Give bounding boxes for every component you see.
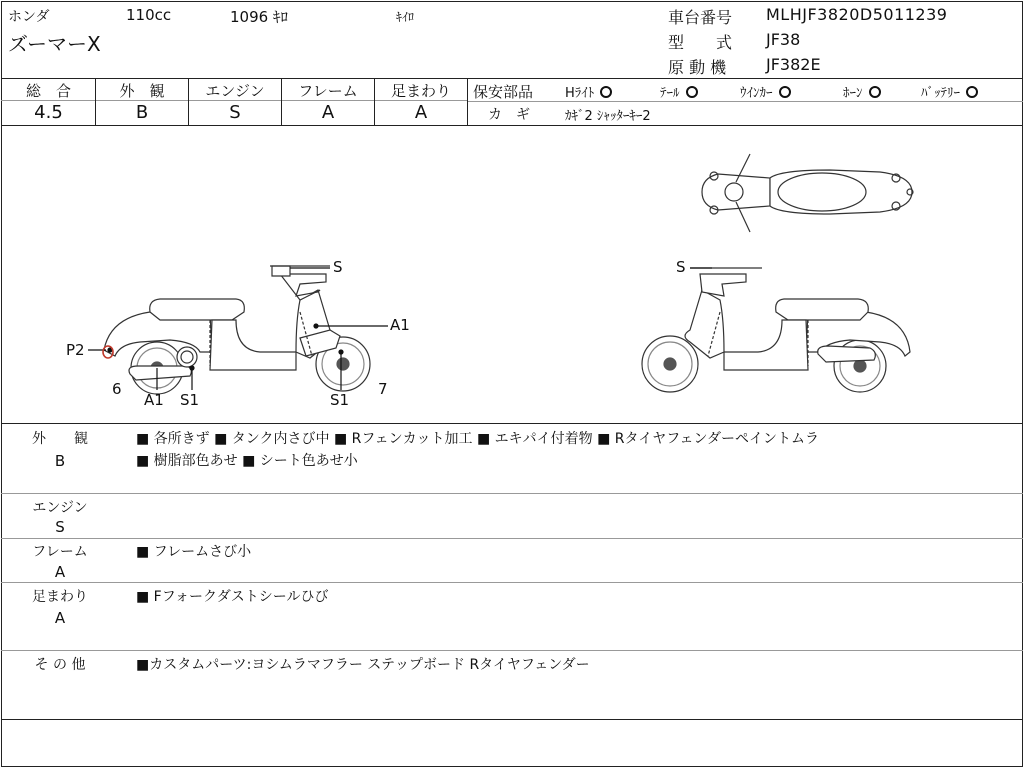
section-exterior-line-2: ■ 樹脂部色あせ ■ シート色あせ小 (136, 453, 358, 469)
ok-ring-icon (966, 86, 978, 98)
suspension-grade: A (414, 102, 428, 123)
frame-grade: A (321, 102, 335, 123)
label-left-p2: P2 (66, 341, 85, 359)
safety-headlight: Hﾗｲﾄ (565, 82, 614, 101)
frame-no-label: 車台番号 (668, 8, 733, 27)
label-left-a1-top: A1 (390, 316, 410, 334)
exterior-grade: B (135, 102, 149, 123)
section-frame-title: フレーム (32, 544, 88, 560)
safety-horn: ﾎｰﾝ (843, 82, 883, 101)
overall-label: 総 合 (25, 82, 71, 100)
frame-label: フレーム (298, 82, 358, 100)
section-suspension-grade: A (54, 609, 66, 627)
section-engine-title: エンジン (32, 500, 88, 516)
type-label: 型 式 (668, 33, 733, 52)
engine-label: エンジン (205, 82, 265, 100)
section-exterior-line-1: ■ 各所きず ■ タンク内さび中 ■ Rフェンカット加工 ■ エキパイ付着物 ■ Rタイヤフェンダーペイントムラ (136, 431, 819, 447)
ok-ring-icon (779, 86, 791, 98)
label-left-s: S (333, 258, 343, 276)
section-frame-grade: A (54, 563, 66, 581)
exterior-label: 外 観 (119, 82, 165, 100)
label-right-s: S (676, 258, 686, 276)
mileage: 1096 ｷﾛ (230, 8, 288, 26)
mileage-unit: ｷｲﾛ (396, 10, 415, 24)
frame-no: MLHJF3820D5011239 (766, 5, 948, 24)
overall-grade: 4.5 (34, 102, 63, 123)
key-value: ｶｷﾞ2 ｼｬｯﾀｰｷｰ2 (565, 109, 651, 124)
label-left-7: 7 (378, 380, 388, 398)
safety-battery: ﾊﾞｯﾃﾘｰ (921, 82, 980, 101)
engine-grade: S (229, 102, 241, 123)
left-side-scooter (104, 266, 370, 394)
label-left-6: 6 (112, 380, 122, 398)
section-exterior-grade: B (54, 452, 66, 470)
ok-ring-icon (600, 86, 612, 98)
section-engine-grade: S (55, 518, 65, 536)
scooter-diagram (0, 126, 1024, 424)
ok-ring-icon (869, 86, 881, 98)
safety-winker: ｳｲﾝｶｰ (740, 82, 793, 101)
type-value: JF38 (766, 30, 801, 49)
label-left-s1-b: S1 (330, 391, 350, 409)
model-name: ズーマーX (8, 32, 101, 56)
section-frame-line-1: ■ フレームさび小 (136, 544, 252, 560)
label-left-a1-bottom: A1 (144, 391, 164, 409)
ok-ring-icon (686, 86, 698, 98)
section-exterior-title: 外 観 (32, 431, 88, 447)
safety-label: 保安部品 (473, 83, 534, 101)
section-other-line-1: ■カスタムパーツ:ヨシムラマフラー ステップボード Rタイヤフェンダー (136, 657, 590, 673)
suspension-label: 足まわり (390, 82, 451, 100)
label-left-s1-a: S1 (180, 391, 200, 409)
engine-model-label: 原 動 機 (668, 58, 727, 77)
engine-model-value: JF382E (766, 55, 821, 74)
safety-tail: ﾃｰﾙ (660, 82, 700, 101)
section-other-title: そ の 他 (34, 657, 86, 673)
section-suspension-title: 足まわり (32, 589, 88, 605)
maker: ホンダ (8, 9, 50, 25)
key-label: カ ギ (488, 107, 530, 123)
section-suspension-line-1: ■ Fフォークダストシールひび (136, 589, 329, 605)
top-view-scooter (702, 154, 913, 232)
right-side-scooter (642, 268, 910, 392)
displacement: 110cc (126, 6, 172, 24)
